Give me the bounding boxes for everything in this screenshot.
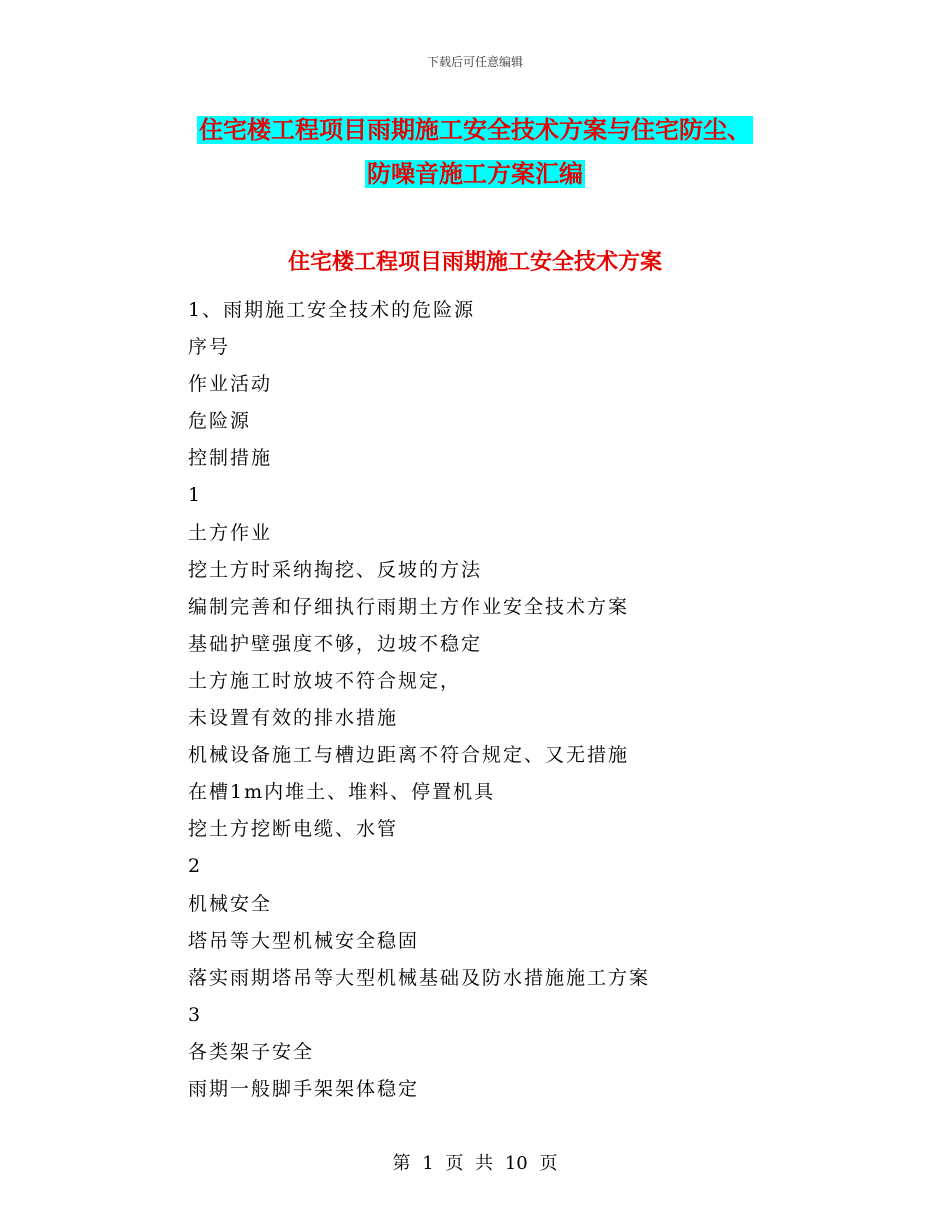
page-footer: 第 1 页 共 10 页 [392, 1153, 558, 1174]
title-line-1: 住宅楼工程项目雨期施工安全技术方案与住宅防尘、 [199, 116, 751, 144]
text-line: 序号 [188, 336, 231, 359]
text-line: 在槽1m内堆土、堆料、停置机具 [188, 781, 496, 804]
header-note: 下载后可任意编辑 [426, 55, 523, 69]
section-title: 住宅楼工程项目雨期施工安全技术方案 [287, 250, 662, 275]
text-line: 挖土方时采纳掏挖、反坡的方法 [188, 558, 483, 581]
text-line: 土方作业 [188, 521, 273, 544]
text-line: 塔吊等大型机械安全稳固 [188, 929, 420, 952]
text-line: 编制完善和仔细执行雨期土方作业安全技术方案 [188, 595, 630, 618]
text-line: 1 [188, 484, 203, 507]
text-line: 3 [188, 1003, 203, 1026]
text-line: 落实雨期塔吊等大型机械基础及防水措施施工方案 [188, 966, 651, 989]
document-title [150, 108, 800, 196]
text-line: 作业活动 [188, 373, 273, 396]
text-line: 土方施工时放坡不符合规定， [188, 669, 462, 692]
text-line: 未设置有效的排水措施 [188, 707, 399, 730]
text-line: 挖土方挖断电缆、水管 [188, 818, 399, 841]
text-line: 机械设备施工与槽边距离不符合规定、又无措施 [188, 744, 630, 767]
body-text [188, 292, 888, 1108]
text-line: 机械安全 [188, 892, 273, 915]
text-line: 危险源 [188, 410, 252, 433]
text-line: 基础护壁强度不够，边坡不稳定 [188, 632, 483, 655]
text-line: 控制措施 [188, 447, 273, 470]
title-line-2: 防噪音施工方案汇编 [367, 160, 583, 188]
text-line: 各类架子安全 [188, 1040, 315, 1063]
text-line: 2 [188, 855, 203, 878]
text-line: 雨期一般脚手架架体稳定 [188, 1077, 420, 1100]
text-line: 1、雨期施工安全技术的危险源 [188, 299, 476, 321]
